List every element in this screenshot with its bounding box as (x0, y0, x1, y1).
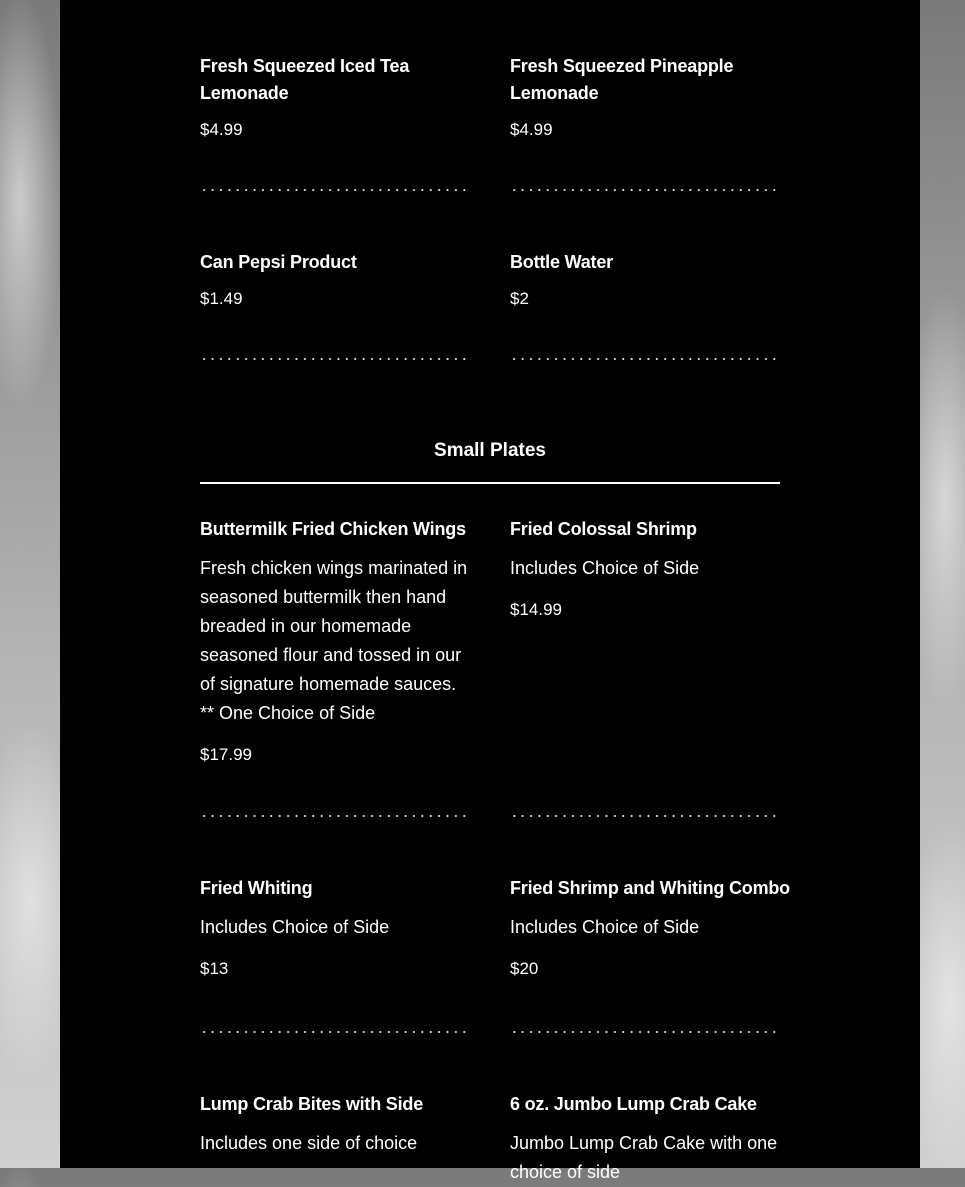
item-name: Can Pepsi Product (200, 252, 357, 272)
item-name: Lump Crab Bites with Side (200, 1094, 424, 1114)
dotted-divider (510, 188, 780, 192)
menu-item (200, 53, 470, 141)
dotted-divider (510, 814, 780, 818)
item-price: $2 (510, 289, 529, 308)
item-name: Fresh Squeezed Pineapple Lemonade (510, 56, 734, 103)
menu-item (510, 1091, 780, 1187)
item-name: 6 oz. Jumbo Lump Crab Cake (510, 1094, 757, 1114)
item-name: Fried Whiting (200, 878, 313, 898)
section-title: Small Plates (434, 440, 546, 461)
menu-item (200, 1091, 470, 1158)
menu-item (200, 516, 470, 766)
menu-panel (60, 0, 920, 1182)
item-price: $14.99 (510, 600, 562, 619)
item-name: Fresh Squeezed Iced Tea Lemonade (200, 56, 410, 103)
item-description: Includes Choice of Side (510, 558, 700, 578)
item-price: $17.99 (200, 745, 252, 764)
menu-item (510, 249, 780, 310)
dotted-divider (200, 188, 470, 192)
item-price: $20 (510, 959, 539, 978)
dotted-divider (200, 814, 470, 818)
item-price: $4.99 (510, 120, 553, 139)
item-description: Fresh chicken wings marinated in seasoned buttermilk then hand breaded in our homemade seasoned flour and tossed in our of signature homemade sauces. ** One Choice of Side (200, 558, 468, 723)
item-name: Bottle Water (510, 252, 613, 272)
item-description: Jumbo Lump Crab Cake with one choice of side (510, 1133, 778, 1182)
item-name: Buttermilk Fried Chicken Wings (200, 519, 466, 539)
item-description: Includes Choice of Side (200, 917, 390, 937)
item-price: $13 (200, 959, 229, 978)
item-price: $4.99 (200, 120, 243, 139)
dotted-divider (200, 357, 470, 361)
item-name: Fried Colossal Shrimp (510, 519, 697, 539)
item-name: Fried Shrimp and Whiting Combo (510, 878, 790, 898)
menu-item (510, 516, 780, 621)
menu-item (200, 875, 470, 980)
item-description: Includes one side of choice (200, 1133, 418, 1153)
item-description: Includes Choice of Side (510, 917, 700, 937)
dotted-divider (510, 1030, 780, 1034)
menu-item (510, 53, 780, 141)
section-divider (200, 482, 780, 484)
item-price: $1.49 (200, 289, 243, 308)
menu-item (200, 249, 470, 310)
dotted-divider (200, 1030, 470, 1034)
dotted-divider (510, 357, 780, 361)
menu-item (510, 875, 800, 980)
